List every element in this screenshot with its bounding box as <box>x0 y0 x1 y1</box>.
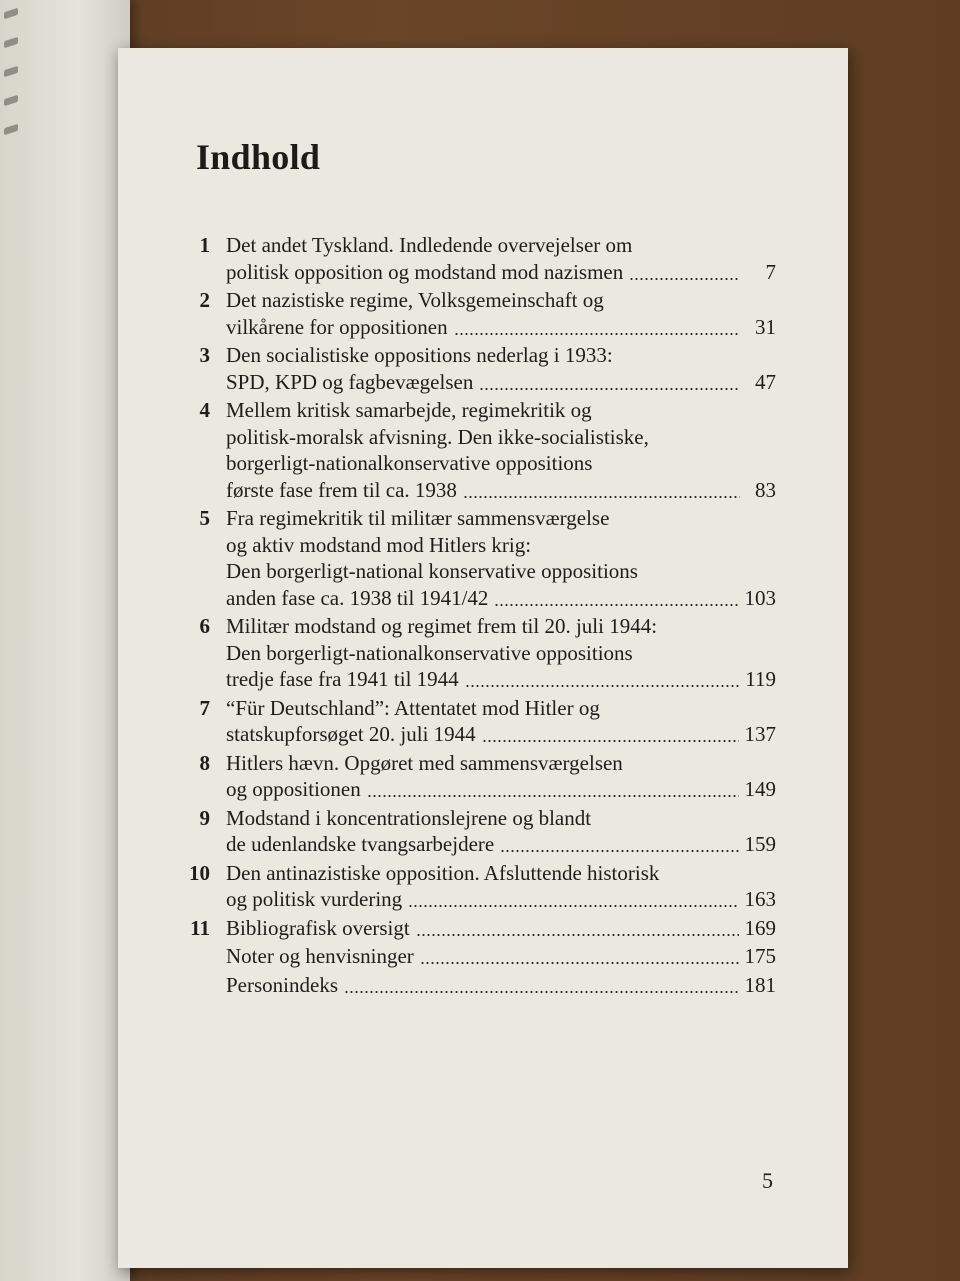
chapter-title-line: Den borgerligt-nationalkonservative oppositions <box>226 640 633 665</box>
page-reference: 119 <box>745 667 776 691</box>
chapter-title-line: “Für Deutschland”: Attentatet mod Hitler og <box>226 695 600 720</box>
chapter-number: 9 <box>199 805 210 830</box>
chapter-title-final-line <box>226 886 776 913</box>
chapter-title-final-line <box>226 666 776 693</box>
toc-entry <box>158 750 776 803</box>
chapter-title-line: Den borgerligt-national konservative oppositions <box>226 559 638 583</box>
toc-entry <box>158 695 776 748</box>
page-reference: 149 <box>744 777 776 801</box>
dot-leader <box>465 684 740 688</box>
chapter-title-line: Fra regimekritik til militær sammensværgelse <box>226 506 610 530</box>
chapter-title-line: Det andet Tyskland. Indledende overvejelser om <box>226 233 633 257</box>
dot-leader <box>367 794 739 798</box>
chapter-number: 5 <box>199 506 210 530</box>
chapter-title-line: Modstand i koncentrationslejrene og blandt <box>226 805 592 830</box>
chapter-title-final-line <box>226 776 776 803</box>
page-reference: 163 <box>744 887 776 911</box>
chapter-title-line: statskupforsøget 20. juli 1944 <box>226 722 476 746</box>
toc-entry <box>158 232 776 285</box>
toc-entry <box>158 505 776 611</box>
chapter-title-line: første fase frem til ca. 1938 <box>226 477 457 502</box>
chapter-title-line: borgerligt-nationalkonservative oppositions <box>226 451 593 475</box>
chapter-number: 1 <box>199 233 210 257</box>
chapter-title-final-line <box>226 972 776 999</box>
chapter-title-final-line <box>226 585 776 612</box>
chapter-number: 7 <box>199 695 210 720</box>
toc-entry <box>158 972 776 999</box>
chapter-title-final-line <box>226 314 776 341</box>
chapter-title-line: politisk-moralsk afvisning. Den ikke-socialistiske, <box>226 424 649 449</box>
dot-leader <box>500 849 738 853</box>
chapter-title-final-line <box>226 831 776 858</box>
page-reference: 175 <box>744 944 776 968</box>
chapter-title-line: Militær modstand og regimet frem til 20. juli 1944: <box>226 614 658 638</box>
page-number: 5 <box>762 1168 773 1193</box>
chapter-title-line: de udenlandske tvangsarbejdere <box>226 832 495 856</box>
chapter-title-line: Mellem kritisk samarbejde, regimekritik og <box>226 398 592 422</box>
chapter-number: 11 <box>190 915 210 940</box>
page-reference: 103 <box>744 585 776 610</box>
chapter-title-line: politisk opposition og modstand mod nazismen <box>226 259 624 284</box>
chapter-title-line: Bibliografisk oversigt <box>226 915 410 940</box>
dot-leader <box>629 277 740 281</box>
chapter-title-final-line <box>226 259 776 286</box>
book-page <box>118 48 848 1268</box>
dot-leader <box>344 990 739 994</box>
chapter-title-line: anden fase ca. 1938 til 1941/42 <box>226 585 489 610</box>
chapter-title-line: vilkårene for oppositionen <box>226 314 448 339</box>
chapter-title-line: Det nazistiske regime, Volksgemeinschaft og <box>226 288 604 312</box>
dot-leader <box>463 495 740 499</box>
dot-leader <box>416 933 739 937</box>
chapter-number: 2 <box>199 288 210 312</box>
chapter-title-line: Den antinazistiske opposition. Afsluttende historisk <box>226 860 660 885</box>
chapter-title-line: Hitlers hævn. Opgøret med sammensværgelsen <box>226 750 623 775</box>
table-of-contents <box>158 232 776 1000</box>
chapter-title-final-line <box>226 369 776 396</box>
page-reference: 169 <box>744 915 776 940</box>
page-reference: 7 <box>765 259 776 284</box>
toc-entry <box>158 943 776 970</box>
facing-page-print-marks <box>2 10 26 155</box>
chapter-title-final-line <box>226 915 776 942</box>
chapter-title-line: og oppositionen <box>226 777 361 801</box>
page-reference: 83 <box>755 477 776 502</box>
chapter-title-line: Personindeks <box>226 972 338 997</box>
dot-leader <box>408 904 738 908</box>
dot-leader <box>479 387 740 391</box>
toc-entry <box>158 915 776 942</box>
page-reference: 137 <box>744 722 776 746</box>
page-reference: 31 <box>755 314 776 339</box>
toc-entry <box>158 805 776 858</box>
chapter-title-line: og aktiv modstand mod Hitlers krig: <box>226 532 532 557</box>
toc-entry <box>158 287 776 340</box>
page-title: Indhold <box>196 137 321 177</box>
chapter-number: 8 <box>199 750 210 775</box>
chapter-title-final-line <box>226 477 776 504</box>
chapter-title-final-line <box>226 721 776 748</box>
facing-page <box>0 0 130 1281</box>
chapter-title-line: Den socialistiske oppositions nederlag i 1933: <box>226 343 613 367</box>
page-reference: 181 <box>744 972 776 997</box>
dot-leader <box>482 739 739 743</box>
chapter-title-line: og politisk vurdering <box>226 887 403 911</box>
toc-entry <box>158 613 776 693</box>
chapter-number: 6 <box>199 614 210 638</box>
chapter-number: 3 <box>199 343 210 367</box>
page-reference: 47 <box>755 369 776 394</box>
toc-entry <box>158 397 776 503</box>
chapter-title-line: Noter og henvisninger <box>226 944 414 968</box>
chapter-number: 10 <box>189 860 210 885</box>
chapter-number: 4 <box>199 398 210 422</box>
dot-leader <box>494 603 738 607</box>
chapter-title-line: tredje fase fra 1941 til 1944 <box>226 667 459 691</box>
page-reference: 159 <box>744 832 776 856</box>
dot-leader <box>454 332 740 336</box>
dot-leader <box>420 961 739 965</box>
toc-entry <box>158 860 776 913</box>
chapter-title-final-line <box>226 943 776 970</box>
chapter-title-line: SPD, KPD og fagbevægelsen <box>226 369 474 394</box>
toc-entry <box>158 342 776 395</box>
